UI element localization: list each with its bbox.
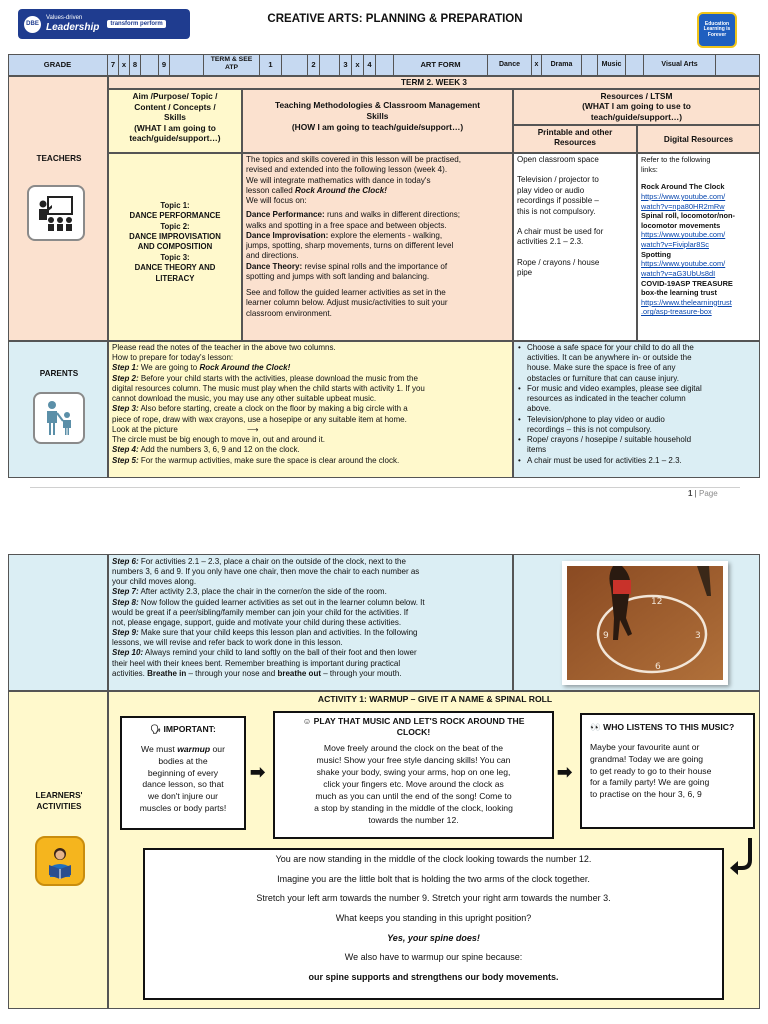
parents-step xyxy=(112,598,509,608)
step-text: numbers 3, 6 and 9. If you only have one chair, then move the chair to each number as xyxy=(112,567,420,577)
curved-down-arrow-icon xyxy=(730,838,758,881)
important-line: beginning of every xyxy=(147,767,219,778)
important-text: We must xyxy=(141,743,178,754)
bullet-line: obstacles or furniture that can cause injury. xyxy=(527,373,679,383)
clock-floor-photo xyxy=(567,566,723,680)
grade-9: 9 xyxy=(159,54,170,76)
topic-line: Topic 1: xyxy=(160,201,190,210)
spine-line: What keeps you standing in this upright position? xyxy=(335,913,532,924)
video-link[interactable]: watch?v=Fiviplar8Sc xyxy=(641,240,709,249)
digital-intro: Refer to the following xyxy=(641,155,711,164)
methods-focus: We will focus on: xyxy=(246,196,307,206)
play-line: much as you can until the end of the song! Come to xyxy=(315,790,512,801)
right-arrow-icon: ➡ xyxy=(250,762,266,782)
methods-outro: See and follow the guided learner activities as set in the xyxy=(246,288,446,298)
who-line: grandma! Today we are going xyxy=(590,753,704,764)
important-text: our xyxy=(210,743,225,754)
play-line: towards the number 12. xyxy=(368,814,459,825)
breathe-out: breathe out xyxy=(277,668,321,678)
bullet-line: • Rope/ crayons / hosepipe / suitable household xyxy=(527,435,692,445)
banner-line2: Leadership xyxy=(46,21,100,33)
grade-label: GRADE xyxy=(8,54,108,76)
step-text: Before your child starts with the activities, please download the music from the xyxy=(138,373,418,383)
who-line: Maybe your favourite aunt or xyxy=(590,741,700,752)
step-text: For activities 2.1 – 2.3, place a chair on the outside of the clock, next to the xyxy=(138,557,406,566)
printable-header-line: Resources xyxy=(554,138,596,148)
art-form-visual-arts-mark xyxy=(716,54,760,76)
resources-column-header xyxy=(513,89,760,125)
parents-step xyxy=(112,404,509,414)
grade-options xyxy=(108,54,204,76)
parents-step xyxy=(112,557,509,567)
clock-photo-frame xyxy=(562,561,728,685)
breathe-mid: – through your nose and xyxy=(186,668,278,678)
term-3-mark: x xyxy=(352,54,364,76)
printable-header-line: Printable and other xyxy=(537,128,613,137)
printable-line: play video or audio xyxy=(517,185,585,195)
performance-text: runs and walks in different directions; xyxy=(324,210,461,220)
digital-resources-cell xyxy=(637,153,760,341)
art-form-visual-arts: Visual Arts xyxy=(644,54,716,76)
grade-8-mark xyxy=(141,54,159,76)
breathe-end: – through your mouth. xyxy=(321,668,402,678)
badge-text: Education Learning is Forever xyxy=(703,20,731,38)
play-line: a stop by standing in the middle of the clock, looking xyxy=(314,802,513,813)
methods-lesson-prefix: lesson called xyxy=(246,185,296,195)
who-title: WHO LISTENS TO THIS MUSIC? xyxy=(603,722,735,732)
aim-header-line: Skills xyxy=(164,112,186,122)
page-word: Page xyxy=(698,489,718,498)
parents-step xyxy=(112,363,509,373)
breathe-in: Breathe in xyxy=(147,668,187,678)
improvisation-text: jumps, spotting, sharp movements, turns on different level xyxy=(246,241,454,251)
term-4-mark xyxy=(376,54,394,76)
step-text: Also before starting, create a clock on the floor by making a big circle with a xyxy=(138,404,408,414)
step-text: their heel with their knees bent. Remember breathing is important during practical xyxy=(112,658,401,668)
step-text: cannot download the music, you may use any other suitable upbeat music. xyxy=(112,394,377,404)
video-link[interactable]: watch?v=aG3UbUs8dI xyxy=(641,268,716,278)
term-1: 1 xyxy=(260,54,282,76)
methods-lesson-line xyxy=(246,186,509,196)
teacher-board-icon xyxy=(27,185,85,241)
teachers-label-cell xyxy=(8,76,108,341)
step-text: The circle must be big enough to move in, out and around it. xyxy=(112,435,326,445)
bullet-line: • Choose a safe space for your child to do all the xyxy=(527,343,694,352)
page-number-value: 1 xyxy=(688,489,693,498)
video-link[interactable]: watch?v=npa80HR2mRw xyxy=(641,201,725,211)
lesson-name: Rock Around the Clock! xyxy=(295,185,387,195)
parents-step xyxy=(112,445,509,455)
spine-answer: Yes, your spine does! xyxy=(387,932,480,943)
digital-title: locomotor movements xyxy=(641,220,721,230)
banner-line3: transform perform xyxy=(107,20,165,29)
art-form-dance-mark: x xyxy=(532,54,542,76)
resources-header-line: Resources / LTSM xyxy=(600,91,673,101)
bullet-line: items xyxy=(527,445,547,455)
term-2-mark xyxy=(320,54,340,76)
step-text: Look at the picture xyxy=(112,424,178,434)
methods-header-line: Teaching Methodologies & Classroom Management xyxy=(274,100,481,110)
methods-outro: classroom environment. xyxy=(246,308,332,318)
resource-link[interactable]: .org/asp-treasure-box xyxy=(641,307,712,317)
digital-title: Spinal roll, locomotor/non- xyxy=(641,211,736,221)
who-line: to practise on the hour 3, 6, 9 xyxy=(590,789,702,800)
learners-label-line: LEARNERS' xyxy=(35,791,83,800)
printable-line: activities 2.1 – 2.3. xyxy=(517,237,584,247)
spine-final: our spine supports and strengthens our body movements. xyxy=(308,972,559,983)
art-form-label: ART FORM xyxy=(394,54,488,76)
right-arrow-icon: ⟶ xyxy=(247,424,259,434)
term-week-header: TERM 2. WEEK 3 xyxy=(108,76,760,89)
printable-line xyxy=(517,217,633,227)
parents-resources-cell xyxy=(513,341,760,478)
digital-header: Digital Resources xyxy=(637,125,760,153)
grade-9-mark xyxy=(170,54,204,76)
printable-line xyxy=(517,248,633,258)
theory-line xyxy=(246,262,509,272)
art-form-drama-mark xyxy=(582,54,598,76)
step-text: activities. xyxy=(112,668,148,678)
resources-header-line: (WHAT I am going to use to xyxy=(582,101,691,112)
term-options xyxy=(260,54,394,76)
topics-cell xyxy=(108,153,242,341)
step-text: Now follow the guided learner activities as set out in the learner column below. It xyxy=(138,597,425,607)
step-label: Step 9: xyxy=(112,628,139,638)
banner-line1: Values-driven xyxy=(46,15,83,22)
parents-step xyxy=(112,648,509,658)
parents-steps-cell xyxy=(108,341,513,478)
methods-column-header xyxy=(242,89,513,153)
step-text: your child moves along. xyxy=(112,577,197,587)
grade-7-mark: x xyxy=(119,54,130,76)
bullet-line: above. xyxy=(527,404,552,414)
video-link[interactable]: https://www.youtube.com/ xyxy=(641,259,726,269)
topic-line: Topic 2: xyxy=(160,221,190,231)
step-label: Step 5: xyxy=(112,455,139,465)
play-line: music! Show your free style dancing skills! You can xyxy=(316,755,511,766)
topic-line: LITERACY xyxy=(155,273,195,283)
theory-label: Dance Theory: xyxy=(246,261,303,271)
digital-title: Rock Around The Clock xyxy=(641,182,725,192)
spine-line: Stretch your left arm towards the number 9. Stretch your right arm towards the number 3. xyxy=(256,893,611,904)
bullet-line: activities. It can be anywhere in- or outside the xyxy=(527,353,692,363)
learners-label-cell xyxy=(8,691,108,1009)
footer-divider xyxy=(30,487,740,488)
learners-label xyxy=(9,791,108,812)
performance-label: Dance Performance: xyxy=(246,210,325,220)
parents-step xyxy=(112,628,509,638)
spine-line: We also have to warmup our spine because: xyxy=(344,952,523,963)
aim-header-line: Content / Concepts / xyxy=(134,101,216,112)
printable-line: Open classroom space xyxy=(517,155,599,164)
step-text: Always remind your child to land softly on the ball of their foot and then lower xyxy=(143,648,417,658)
parents-steps-cont xyxy=(108,554,513,691)
who-line: to get ready to go to their house xyxy=(590,765,712,776)
term-2: 2 xyxy=(308,54,320,76)
play-title: CLOCK! xyxy=(396,727,431,738)
step-label: Step 10: xyxy=(112,648,144,658)
topic-line: DANCE PERFORMANCE xyxy=(129,211,221,221)
play-line: click your fingers etc. Move around the clock as xyxy=(323,778,504,789)
grade-7: 7 xyxy=(108,54,119,76)
activity-title: ACTIVITY 1: WARMUP – GIVE IT A NAME & SPINAL ROLL xyxy=(317,694,553,704)
methods-line: We will integrate mathematics with dance in today's xyxy=(246,175,431,185)
who-listens-box xyxy=(580,713,755,829)
important-emphasis: warmup xyxy=(177,743,211,754)
spine-line: Imagine you are the little bolt that is holding the two arms of the clock together. xyxy=(277,873,590,884)
video-link[interactable]: https://www.youtube.com/ xyxy=(641,191,726,201)
speaker-icon: 🗣 xyxy=(150,724,162,734)
step-label: Step 3: xyxy=(112,404,139,414)
step-text: Add the numbers 3, 6, 9 and 12 on the clock. xyxy=(138,445,300,455)
play-title: PLAY THAT MUSIC AND LET'S ROCK AROUND THE xyxy=(313,716,525,726)
topic-line: Topic 3: xyxy=(160,252,190,262)
term-label: TERM & SEE ATP xyxy=(204,55,260,75)
resource-link[interactable]: https://www.thelearningtrust xyxy=(641,297,732,307)
parents-intro: Please read the notes of the teacher in the above two columns. xyxy=(112,343,336,352)
parents-bullet xyxy=(517,384,756,415)
parents-label-cell xyxy=(8,341,108,478)
learners-label-line: ACTIVITIES xyxy=(36,801,82,811)
page-number: 1 | Page xyxy=(688,489,718,498)
step-emphasis: Rock Around the Clock! xyxy=(199,363,291,373)
step-text: After activity 2.3, place the chair in the corner/on the side of the room. xyxy=(138,587,387,597)
spine-box xyxy=(143,848,724,1000)
parents-step xyxy=(112,374,509,384)
aim-header-line: teach/guide/support…) xyxy=(129,133,221,143)
parents-label-cell-cont xyxy=(8,554,108,691)
education-badge xyxy=(697,12,737,48)
important-line: bodies at the xyxy=(158,755,208,766)
important-line xyxy=(128,744,238,756)
important-line: we don't injure our xyxy=(148,791,218,802)
step-label: Step 4: xyxy=(112,445,139,455)
digital-intro: links: xyxy=(641,164,658,174)
parents-bullet xyxy=(517,435,756,455)
bullet-line: house. Make sure the space is free of any xyxy=(527,363,676,373)
topic-line: DANCE THEORY AND xyxy=(134,263,216,273)
methods-header-line: (HOW I am going to teach/guide/support…) xyxy=(291,121,464,132)
art-form-options xyxy=(488,54,760,76)
printable-line: Television / projector to xyxy=(517,175,599,185)
spine-line: You are now standing in the middle of the clock looking towards the number 12. xyxy=(275,854,592,864)
improvisation-text: explore the elements - walking, xyxy=(328,230,443,240)
step-label: Step 7: xyxy=(112,587,139,597)
topic-line: DANCE IMPROVISATION xyxy=(129,232,221,242)
digital-title: box-the learning trust xyxy=(641,288,717,298)
parent-child-icon xyxy=(33,392,85,444)
improvisation-label: Dance Improvisation: xyxy=(246,230,329,240)
printable-header xyxy=(513,125,637,153)
methods-header-line: Skills xyxy=(366,110,389,121)
step-text: not, please engage, support, guide and motivate your child during these activities. xyxy=(112,617,402,627)
parents-bullet xyxy=(517,415,756,435)
aim-column-header xyxy=(108,89,242,153)
parents-bullet xyxy=(517,456,756,466)
important-line: muscles or body parts! xyxy=(139,803,227,814)
art-form-dance: Dance xyxy=(488,54,532,76)
printable-line: A chair must be used for xyxy=(517,226,604,236)
play-heading xyxy=(281,716,546,738)
parents-step xyxy=(112,587,509,597)
clock-number-12: 12 xyxy=(651,597,663,607)
theory-text: revise spinal rolls and the importance of xyxy=(302,261,448,271)
play-music-box xyxy=(273,711,554,839)
printable-line: this is not compulsory. xyxy=(517,206,596,216)
bullet-line: • Television/phone to play video or audio xyxy=(527,414,665,424)
parents-intro: How to prepare for today's lesson: xyxy=(112,353,234,363)
learner-reading-icon xyxy=(35,836,85,886)
clock-number-3: 3 xyxy=(695,631,701,641)
bullet-line: resources as indicated in the teacher column xyxy=(527,394,686,404)
digital-title: COVID-19ASP TREASURE xyxy=(641,278,733,288)
parents-step xyxy=(112,456,509,466)
teachers-label: TEACHERS xyxy=(36,154,82,163)
methods-cell xyxy=(242,153,513,341)
step-label: Step 8: xyxy=(112,597,139,607)
bullet-line: • For music and video examples, please see digital xyxy=(527,383,702,393)
printable-line: recordings if possible – xyxy=(517,196,599,206)
printable-resources-cell xyxy=(513,153,637,341)
aim-header-line: (WHAT I am going to xyxy=(134,122,216,133)
step-text: For the warmup activities, make sure the space is clear around the clock. xyxy=(138,455,400,465)
art-form-drama: Drama xyxy=(542,54,582,76)
dbe-seal: DBE xyxy=(24,16,41,33)
aim-header-line: Aim /Purpose/ Topic / xyxy=(132,91,218,101)
art-form-music-mark xyxy=(626,54,644,76)
right-arrow-icon: ➡ xyxy=(557,762,573,782)
step-text: Make sure that your child keeps this lesson plan and activities. In the following xyxy=(138,628,418,638)
play-title-line xyxy=(281,716,546,727)
performance-text: walks and spotting in a free space and between objects. xyxy=(246,220,447,230)
performance-line xyxy=(246,210,509,220)
step-label: Step 2: xyxy=(112,373,139,383)
theory-text: spotting and jumps with soft landing and balancing. xyxy=(246,271,430,281)
dbe-banner-logo xyxy=(18,9,190,39)
methods-line: The topics and skills covered in this lesson will be practised, xyxy=(246,155,462,164)
art-form-music: Music xyxy=(598,54,626,76)
term-1-mark xyxy=(282,54,308,76)
digital-title: Spotting xyxy=(641,249,671,259)
step-text: lessons, we will revise and refer back to work done in this lesson. xyxy=(112,638,343,648)
bullet-line: • A chair must be used for activities 2.1 – 2.3. xyxy=(527,455,682,465)
clock-number-9: 9 xyxy=(603,631,609,641)
term-3: 3 xyxy=(340,54,352,76)
printable-line: Rope / crayons / house xyxy=(517,257,600,267)
step-text: would be great if a peer/sibling/family member can join your child for the activities. If xyxy=(112,607,409,617)
step-text: We are going to xyxy=(138,363,200,373)
play-line: Move freely around the clock on the beat of the xyxy=(323,743,504,754)
printable-line: pipe xyxy=(517,268,533,278)
term-4: 4 xyxy=(364,54,376,76)
look-at-picture-line xyxy=(112,425,509,435)
important-line: dance lesson, so that xyxy=(142,779,224,790)
important-box xyxy=(120,716,246,830)
who-heading xyxy=(590,722,747,734)
resources-header-line: teach/guide/support…) xyxy=(590,111,683,122)
page-title: CREATIVE ARTS: PLANNING & PREPARATION xyxy=(267,13,523,25)
printable-line xyxy=(517,165,633,175)
parents-label: PARENTS xyxy=(39,369,79,378)
clock-photo-cell xyxy=(513,554,760,691)
clock-number-6: 6 xyxy=(655,662,661,672)
important-title: IMPORTANT: xyxy=(163,724,216,734)
improvisation-line xyxy=(246,231,509,241)
eyes-icon: 👀 xyxy=(590,722,601,732)
parents-bullet xyxy=(517,343,756,384)
topic-line: AND COMPOSITION xyxy=(137,242,213,252)
methods-outro: learner column below. Adjust music/activities to suit your xyxy=(246,298,448,308)
grade-8: 8 xyxy=(130,54,141,76)
step-label: Step 6: xyxy=(112,557,139,566)
improvisation-text: and directions. xyxy=(246,251,299,261)
video-link[interactable]: https://www.youtube.com/ xyxy=(641,230,726,240)
step-text: piece of rope, draw with wax crayons, use a hosepipe or any suitable item at home. xyxy=(112,414,407,424)
methods-line: revised and extended into the following lesson (week 4). xyxy=(246,165,448,175)
bullet-line: recordings – this is not compulsory. xyxy=(527,424,652,434)
play-line: shake your body, swing your arms, hop on one leg, xyxy=(316,767,511,778)
smiley-icon: ☺ xyxy=(302,716,312,726)
step-label: Step 1: xyxy=(112,363,139,373)
step-text: digital resources column. The music must play when the child starts with activity 1. If you xyxy=(112,383,425,393)
breathing-line xyxy=(112,669,509,679)
important-heading xyxy=(128,724,238,736)
who-line: for a family party! We are going xyxy=(590,777,710,788)
